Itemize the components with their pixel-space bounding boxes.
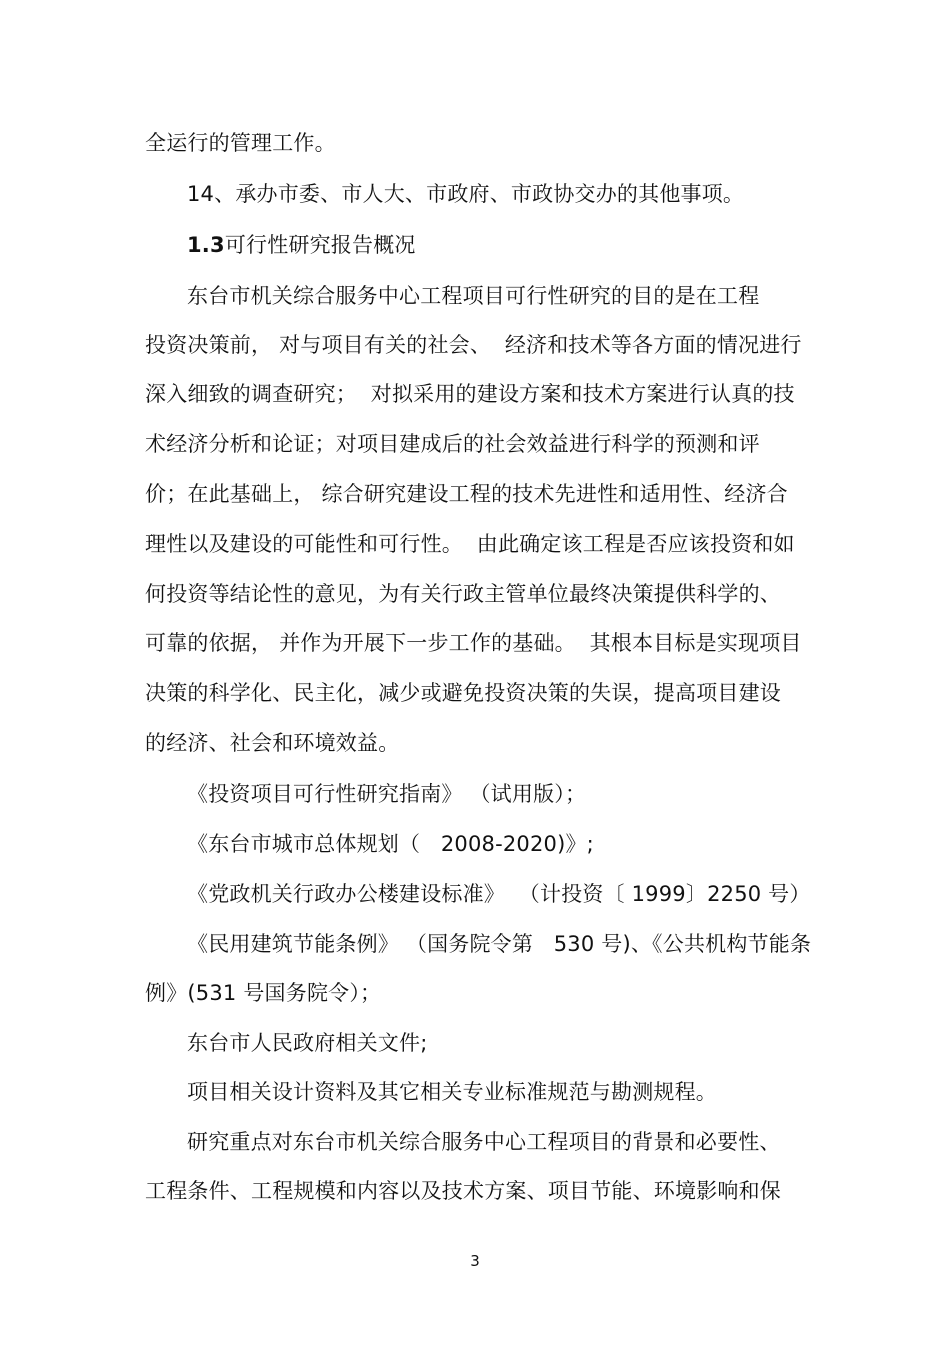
reference-item: 《民用建筑节能条例》 （国务院令第 530 号)、《公共机构节能条 [187,932,812,956]
section-heading [187,231,416,259]
body-text-line: 投资决策前， 对与项目有关的社会、 经济和技术等各方面的情况进行 [145,333,802,357]
reference-item-continued: 例》(531 号国务院令）； [145,981,382,1005]
body-text-line: 可靠的依据， 并作为开展下一步工作的基础。 其根本目标是实现项目 [145,631,802,655]
section-number: 1.3 [187,233,225,257]
section-title: 可行性研究报告概况 [224,233,416,257]
page-number: 3 [470,1252,480,1270]
reference-item: 《东台市城市总体规划（ 2008-2020)》; [187,832,594,856]
body-text-line: 全运行的管理工作。 [145,131,336,155]
body-text-line: 的经济、社会和环境效益。 [145,731,400,755]
body-text-line: 价；在此基础上， 综合研究建设工程的技术先进性和适用性、经济合 [145,482,788,506]
body-text-line: 研究重点对东台市机关综合服务中心工程项目的背景和必要性、 [187,1130,781,1154]
body-text-line: 理性以及建设的可能性和可行性。 由此确定该工程是否应该投资和如 [145,532,795,556]
body-text-line: 14、承办市委、市人大、市政府、市政协交办的其他事项。 [187,182,745,206]
reference-item: 《党政机关行政办公楼建设标准》 （计投资〔 1999〕2250 号） [187,882,811,906]
reference-item: 项目相关设计资料及其它相关专业标准规范与勘测规程。 [187,1080,717,1104]
body-text-line: 何投资等结论性的意见，为有关行政主管单位最终决策提供科学的、 [145,582,781,606]
body-text-line: 工程条件、工程规模和内容以及技术方案、项目节能、环境影响和保 [145,1179,781,1203]
body-text-line: 东台市机关综合服务中心工程项目可行性研究的目的是在工程 [187,284,760,308]
body-text-line: 术经济分析和论证；对项目建成后的社会效益进行科学的预测和评 [145,432,760,456]
reference-item: 《投资项目可行性研究指南》 （试用版）； [187,782,587,806]
body-text-line: 决策的科学化、民主化，减少或避免投资决策的失误，提高项目建设 [145,681,781,705]
body-text-line: 深入细致的调查研究； 对拟采用的建设方案和技术方案进行认真的技 [145,382,795,406]
reference-item: 东台市人民政府相关文件; [187,1031,428,1055]
